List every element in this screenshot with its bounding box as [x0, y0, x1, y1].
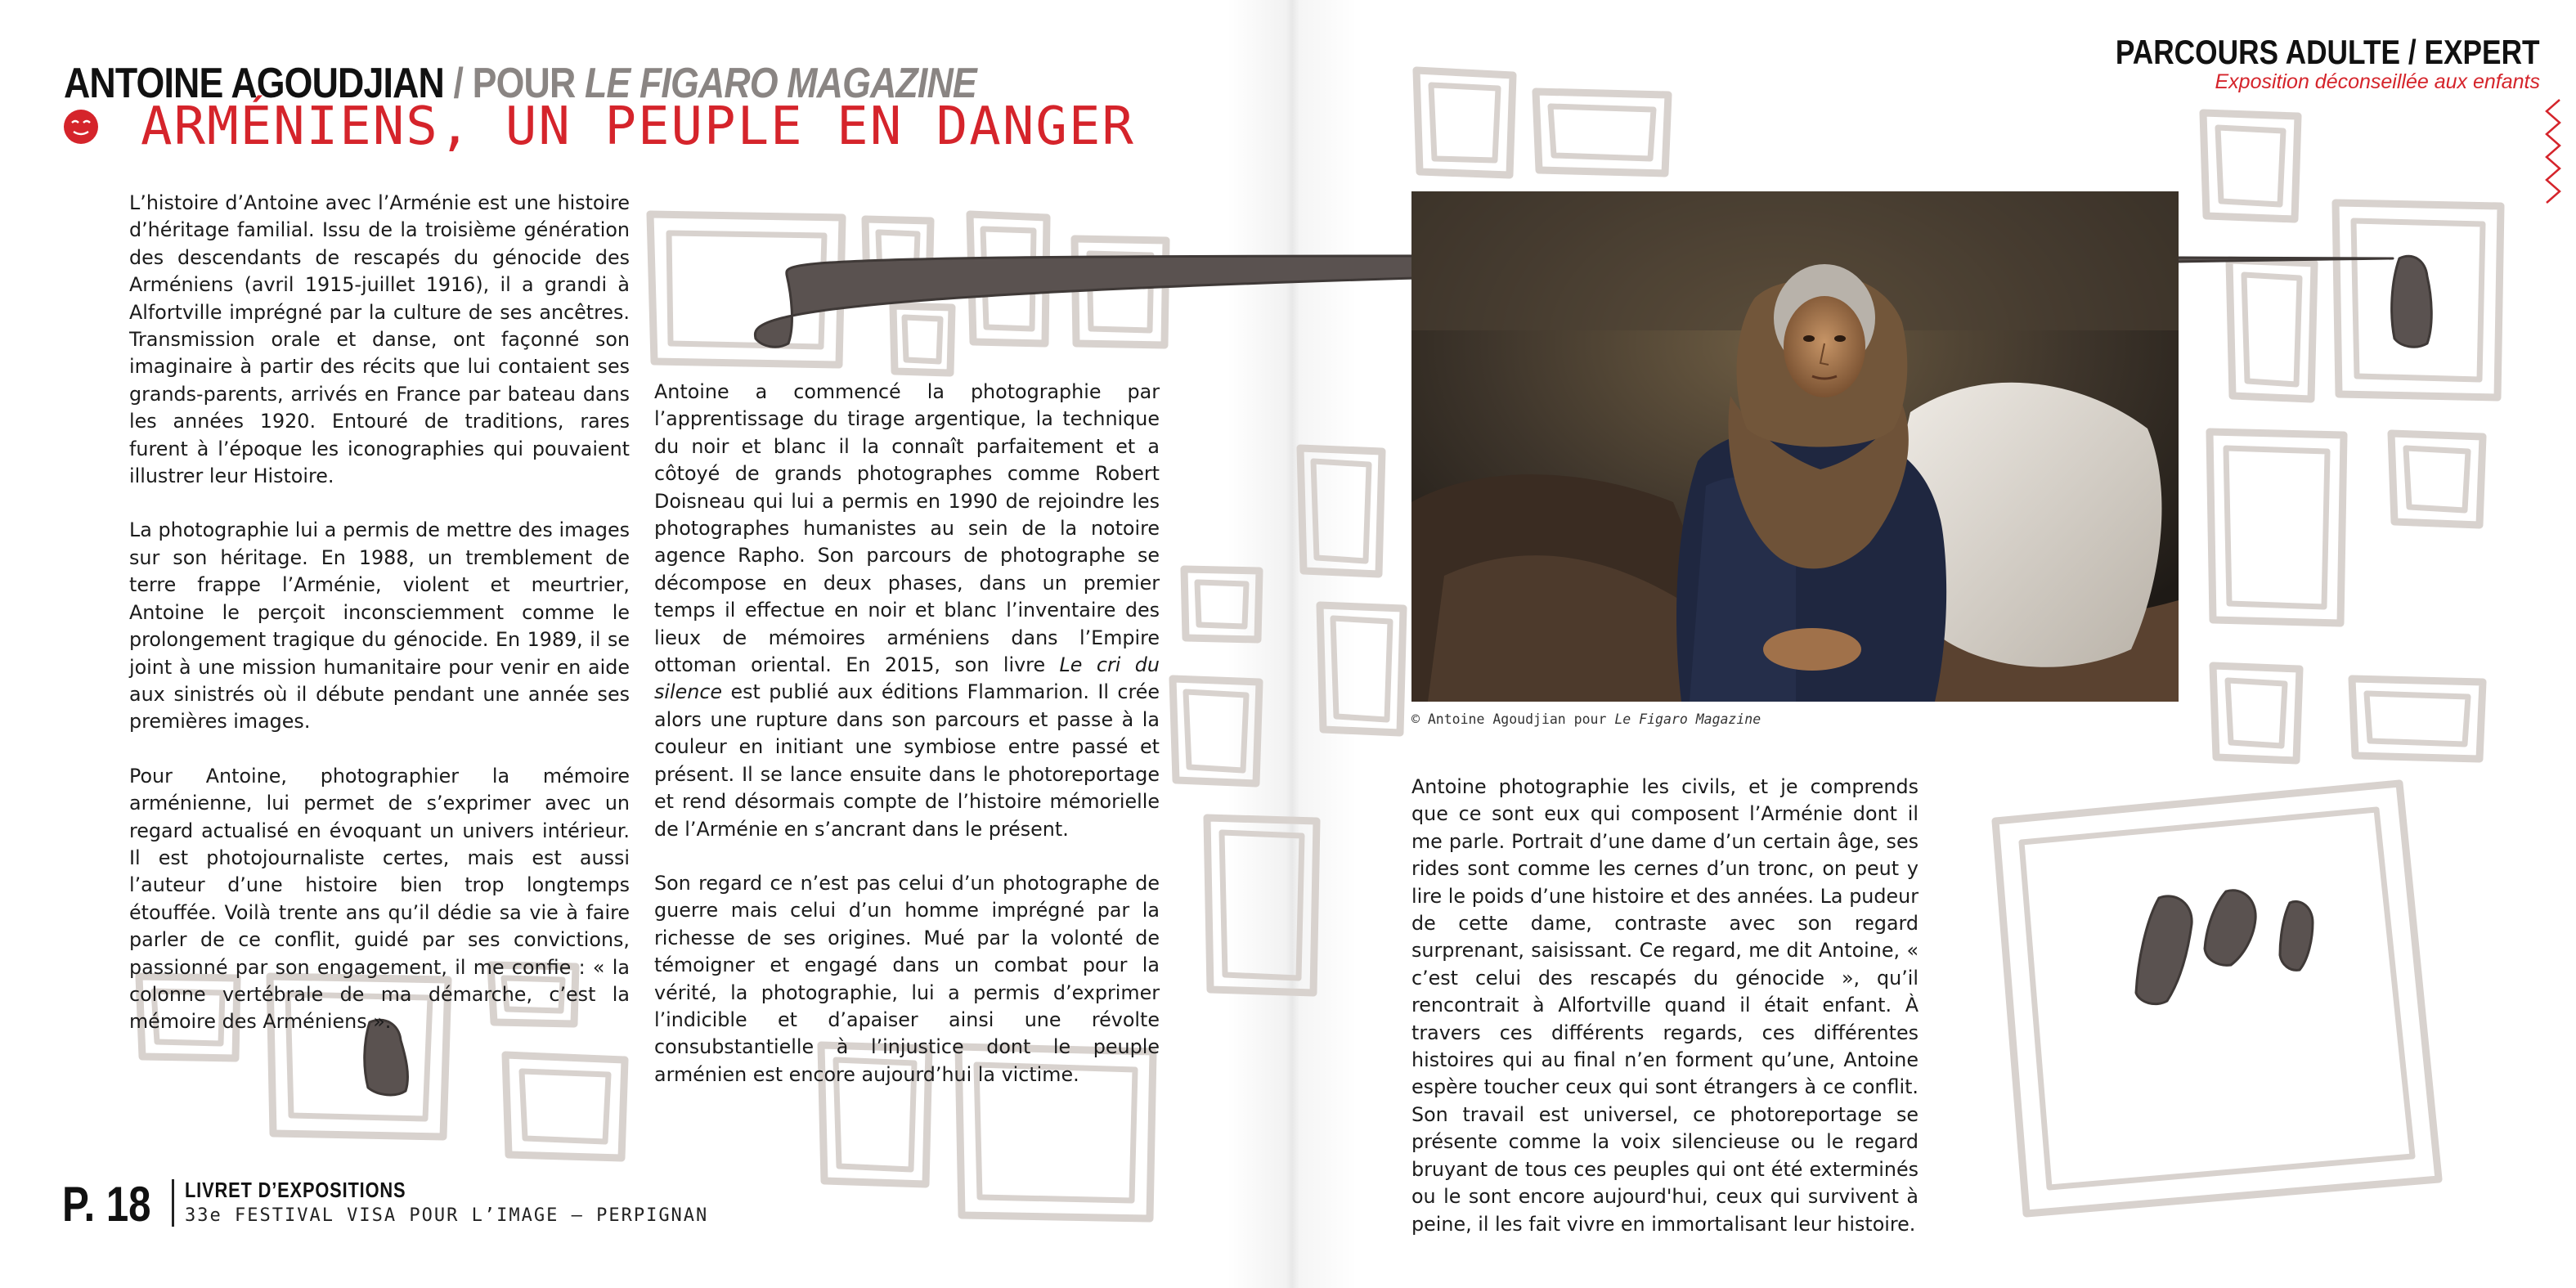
paragraph-text: est publié aux éditions Flammarion. Il crée alors une rupture dans son parcours et passe à la couleur en initiant une symbiose entre passé et présent. Il se lance ensuite dans le photoreportage et rend désormais compte de l’histoire mémorielle de l’Arménie en s’ancrant dans le présent. [654, 680, 1160, 841]
header-separator: / [443, 60, 473, 107]
festival-name: 33e FESTIVAL VISA POUR L’IMAGE – PERPIGNAN [185, 1205, 709, 1226]
header-pour: POUR [472, 60, 585, 107]
footer-divider [172, 1179, 174, 1227]
magazine-name: LE FIGARO MAGAZINE [584, 60, 976, 107]
text-column-2 [654, 379, 1160, 1115]
paragraph [654, 379, 1160, 843]
paragraph: Antoine photographie les civils, et je comprends que ce sont eux qui composent l’Arménie dont il me parle. Portrait d’une dame d’un certain âge, ses rides sont comme les cernes d’un tronc, on peut y lire le poids d’une histoire et des années. La pudeur de cette dame, contraste avec son regard surprenant, saisissant. Ce regard, me dit Antoine, « c’est celui des rescapés du génocide », qu’il rencontrait à Alfortville quand il était enfant. À travers ces différents regards, ces différentes histoires qui au final n’en forment qu’une, Antoine espère toucher ceux qui sont étrangers à ce conflit. Son travail est universel, ce photoreportage se présente comme la voix silencieuse ou le regard bruyant de tous ces peuples qui ont été exterminés ou le sont encore aujourd'hui, ceux qui survivent à peine, il les fait vivre en immortalisant leur histoire. [1411, 775, 1919, 1236]
audience-label: PARCOURS ADULTE / EXPERT [2116, 33, 2540, 71]
exhibition-title-text: ARMÉNIENS, UN PEUPLE EN DANGER [141, 96, 1135, 157]
text-column-3 [1411, 774, 1919, 1265]
paragraph: Pour Antoine, photographier la mémoire arménienne, lui permet de s’exprimer avec un regard actualisé en évoquant un univers intérieur. Il est photojournaliste certes, mais est aussi l’auteur d’une histoire bien trop longtemps étouffée. Voilà trente ans qu’il dédie sa vie à faire parler de ce conflit, guidé par ses convictions, passionné par son engagement, il me confie : « la colonne vertébrale de ma démarche, c’est la mémoire des Arméniens ». [129, 764, 630, 1034]
age-warning: Exposition déconseillée aux enfants [2215, 70, 2540, 93]
parental-warning-icon [64, 110, 98, 144]
booklet-title: LIVRET D’EXPOSITIONS [185, 1178, 406, 1202]
text-column-1 [129, 190, 630, 1063]
photo-illustration [1411, 191, 2179, 702]
caption-magazine: Le Figaro Magazine [1614, 711, 1761, 727]
paragraph: La photographie lui a permis de mettre des images sur son héritage. En 1988, un tremblement de terre frappe l’Arménie, violent et meurtrier, Antoine le perçoit inconsciemment comme le prolongement tragique du génocide. En 1989, il se joint à une mission humanitaire pour venir en aide aux sinistrés où il débute pendant une année ses premières images. [129, 518, 630, 734]
paragraph: Son regard ce n’est pas celui d’un photographe de guerre mais celui d’un homme imprégné par la richesse de ses origines. Mué par la volonté de témoigner et engagé dans un combat pour la vérité, la photographie, lui a permis d’exprimer l’indicible et d’apaiser ainsi une révolte consubstantielle à l’injustice dont le peuple arménien est encore aujourd’hui la victime. [654, 871, 1160, 1086]
photo-caption [1411, 711, 1761, 727]
paragraph-text: Antoine a commencé la photographie par l’apprentissage du tirage argentique, la technique du noir et blanc il la connaît parfaitement et a côtoyé de grands photographes comme Robert Doisneau qui lui a permis en 1990 de rejoindre les photographes humanistes au sein de la notoire agence Rapho. Son parcours de photographe se décompose en deux phases, dans un premier temps il effectue en noir et blanc l’inventaire des lieux de mémoires arméniens dans l’Empire ottoman oriental. En 2015, son livre [654, 380, 1160, 677]
portrait-photo [1411, 191, 2179, 702]
paragraph: L’histoire d’Antoine avec l’Arménie est une histoire d’héritage familial. Issu de la troisième génération des descendants de rescapés du génocide des Arméniens (avril 1915-juillet 1916), il a grandi à Alfortville imprégné par la culture de ses ancêtres. Transmission orale et danse, ont façonné son imaginaire à partir des récits que lui contaient ses grands-parents, arrivés en France par bateau dans les années 1920. Entouré de traditions, rares furent à l’époque les iconographies qui pouvaient illustrer leur Histoire. [129, 191, 630, 488]
book-title: Le cri du silence [654, 653, 1160, 704]
exhibition-title [64, 96, 1135, 157]
photographer-name: ANTOINE AGOUDJIAN [64, 60, 444, 107]
caption-credit: © Antoine Agoudjian pour [1411, 711, 1615, 727]
zigzag-icon [2542, 96, 2566, 211]
page-number: P. 18 [62, 1177, 151, 1232]
